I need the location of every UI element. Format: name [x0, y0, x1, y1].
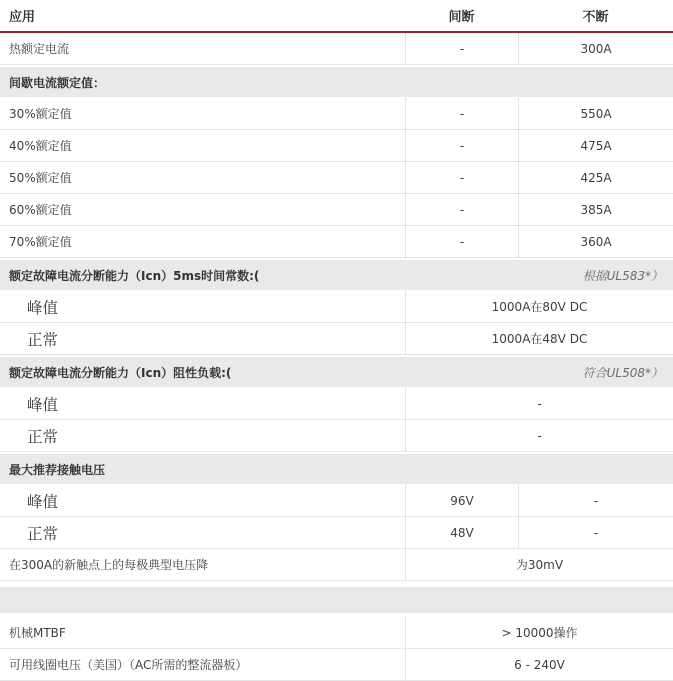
- row-label: 热额定电流: [9, 42, 70, 56]
- cell-intermittent: 96V: [405, 485, 518, 516]
- section-header-row: [0, 357, 673, 387]
- cell-continuous: 360A: [518, 226, 673, 257]
- section-header-row: [0, 454, 673, 484]
- row-label: 峰值: [27, 298, 59, 317]
- cell-continuous: 385A: [518, 194, 673, 225]
- table-row: [0, 485, 673, 517]
- cell-continuous: -: [518, 517, 673, 548]
- section-label: 间歇电流额定值：: [9, 75, 106, 90]
- section-empty-row: [0, 587, 673, 613]
- row-label: 60%额定值: [9, 203, 72, 217]
- cell-merged-value: -: [405, 388, 673, 419]
- spec-table-body: [0, 33, 673, 681]
- row-label: 正常: [27, 330, 59, 349]
- cell-intermittent: -: [405, 226, 518, 257]
- cell-intermittent: 48V: [405, 517, 518, 548]
- row-label: 机械MTBF: [9, 626, 66, 640]
- cell-merged-value: 6 - 240V: [405, 649, 673, 680]
- cell-merged-value: 为30mV: [405, 549, 673, 580]
- row-label: 峰值: [27, 395, 59, 414]
- row-label: 可用线圈电压（美国）（AC所需的整流器板）: [9, 658, 248, 672]
- cell-continuous: 425A: [518, 162, 673, 193]
- header-intermittent: 间断: [448, 10, 475, 25]
- cell-continuous: 550A: [518, 98, 673, 129]
- header-continuous: 不断: [582, 10, 609, 25]
- section-header-row: [0, 67, 673, 97]
- cell-intermittent: -: [405, 162, 518, 193]
- section-note: 根据UL583*）: [582, 268, 663, 283]
- table-header-row: [0, 0, 673, 33]
- table-row: [0, 649, 673, 681]
- table-row: [0, 162, 673, 194]
- table-row: [0, 617, 673, 649]
- section-label: 最大推荐接触电压: [9, 462, 106, 477]
- row-label: 70%额定值: [9, 235, 72, 249]
- row-label: 正常: [27, 427, 59, 446]
- section-note: 符合UL508*）: [582, 365, 663, 380]
- table-row: [0, 549, 673, 581]
- row-label: 40%额定值: [9, 139, 72, 153]
- cell-continuous: 300A: [518, 33, 673, 64]
- cell-merged-value: > 10000操作: [405, 617, 673, 648]
- row-label: 峰值: [27, 492, 59, 511]
- cell-intermittent: -: [405, 194, 518, 225]
- row-label: 正常: [27, 524, 59, 543]
- table-row: [0, 226, 673, 258]
- cell-intermittent: -: [405, 98, 518, 129]
- row-label: 50%额定值: [9, 171, 72, 185]
- table-row: [0, 517, 673, 549]
- table-row: [0, 130, 673, 162]
- header-application: 应用: [9, 10, 36, 25]
- row-label: 在300A的新触点上的每极典型电压降: [9, 558, 209, 572]
- table-row: [0, 323, 673, 355]
- table-row: [0, 291, 673, 323]
- table-row: [0, 388, 673, 420]
- cell-continuous: 475A: [518, 130, 673, 161]
- cell-merged-value: -: [405, 420, 673, 451]
- cell-intermittent: -: [405, 33, 518, 64]
- table-row: [0, 420, 673, 452]
- section-label: 额定故障电流分断能力（Icn）5ms时间常数:(: [9, 268, 260, 283]
- table-row: [0, 194, 673, 226]
- cell-merged-value: 1000A在80V DC: [405, 291, 673, 322]
- cell-intermittent: -: [405, 130, 518, 161]
- row-label: 30%额定值: [9, 107, 72, 121]
- cell-continuous: -: [518, 485, 673, 516]
- table-row: [0, 98, 673, 130]
- table-row: [0, 33, 673, 65]
- section-label: 额定故障电流分断能力（Icn）阻性负载:(: [9, 365, 232, 380]
- section-header-row: [0, 260, 673, 290]
- cell-merged-value: 1000A在48V DC: [405, 323, 673, 354]
